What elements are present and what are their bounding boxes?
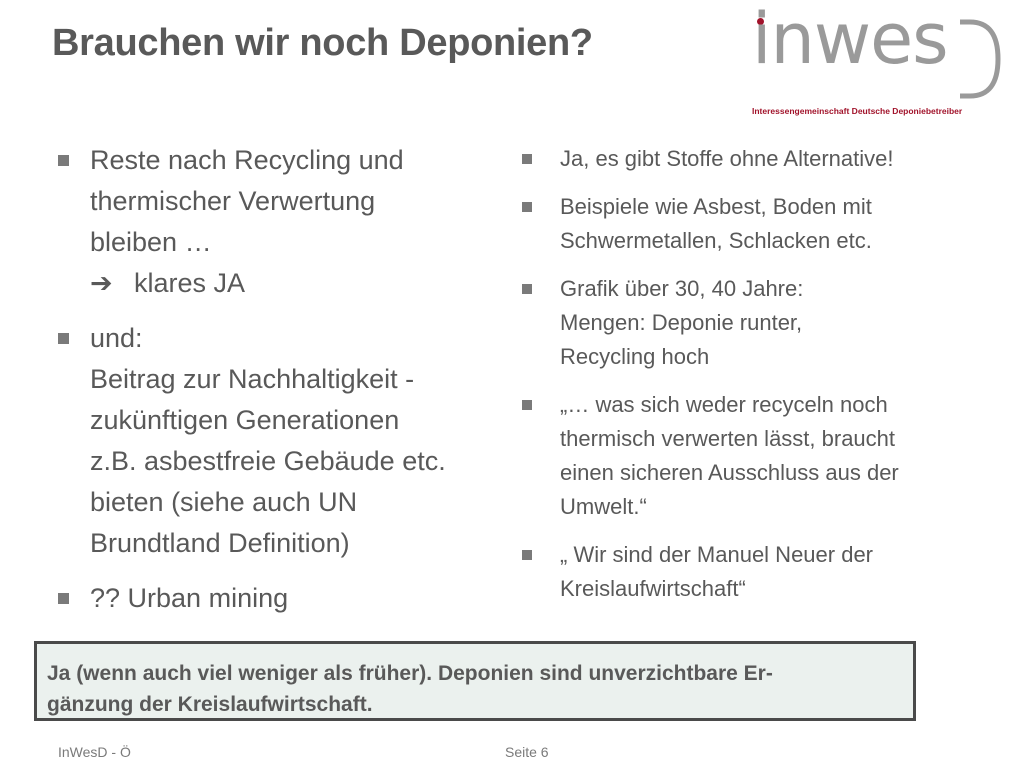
- square-bullet-icon: [522, 202, 532, 212]
- bullet-text-line: zukünftigen Generationen: [90, 405, 400, 435]
- bullet-text-line: einen sicheren Ausschluss aus der: [560, 460, 899, 485]
- bullet-item: [56, 140, 506, 304]
- bullet-text-line: thermischer Verwertung: [90, 186, 376, 216]
- bullet-text-line: Brundtland Definition): [90, 528, 350, 558]
- page-number: Seite 6: [505, 744, 549, 760]
- conclusion-callout: [34, 641, 916, 721]
- left-column: [56, 140, 506, 633]
- bullet-text-line: ?? Urban mining: [90, 583, 289, 613]
- inwesd-logo: [748, 0, 1008, 118]
- callout-line: Ja (wenn auch viel weniger als früher). Deponien sind unverzichtbare Er-: [47, 662, 773, 685]
- bullet-item: [522, 272, 992, 374]
- bullet-text-line: Grafik über 30, 40 Jahre:: [560, 276, 804, 301]
- bullet-text-line: thermisch verwerten lässt, braucht: [560, 426, 896, 451]
- square-bullet-icon: [522, 284, 532, 294]
- bullet-item: [522, 142, 992, 176]
- slide-title: Brauchen wir noch Deponien?: [52, 22, 593, 64]
- bullet-text-line: Ja, es gibt Stoffe ohne Alternative!: [560, 146, 894, 171]
- left-bullet-list: [56, 140, 506, 619]
- bullet-item: [522, 190, 992, 258]
- bullet-text-line: Kreislaufwirtschaft“: [560, 576, 746, 601]
- square-bullet-icon: [58, 593, 69, 604]
- bullet-text-line: Beitrag zur Nachhaltigkeit -: [90, 364, 415, 394]
- square-bullet-icon: [58, 155, 69, 166]
- bullet-text-line: z.B. asbestfreie Gebäude etc.: [90, 446, 446, 476]
- arrow-line: [90, 263, 506, 304]
- callout-line: gänzung der Kreislaufwirtschaft.: [47, 693, 373, 716]
- logo-d-letter: [956, 18, 1002, 100]
- bullet-text-line: Schwermetallen, Schlacken etc.: [560, 228, 872, 253]
- bullet-item: [56, 318, 506, 564]
- square-bullet-icon: [522, 400, 532, 410]
- logo-subtitle: Interessengemeinschaft Deutsche Deponiebetreiber: [752, 106, 963, 116]
- bullet-text-line: Mengen: Deponie runter,: [560, 310, 803, 335]
- bullet-text-line: Umwelt.“: [560, 494, 647, 519]
- right-bullet-list: [522, 142, 992, 606]
- arrow-right-icon: ➔: [90, 268, 113, 298]
- bullet-text-line: Recycling hoch: [560, 344, 710, 369]
- bullet-text-line: Beispiele wie Asbest, Boden mit: [560, 194, 872, 219]
- bullet-text-line: bieten (siehe auch UN: [90, 487, 358, 517]
- bullet-text-line: „ Wir sind der Manuel Neuer der: [560, 542, 874, 567]
- bullet-text-line: und:: [90, 323, 143, 353]
- arrow-text: klares JA: [134, 268, 246, 298]
- square-bullet-icon: [522, 154, 532, 164]
- bullet-text-line: bleiben …: [90, 227, 212, 257]
- bullet-item: [522, 388, 992, 524]
- bullet-item: [56, 578, 506, 619]
- footer-left: InWesD - Ö: [58, 744, 131, 760]
- right-column: [522, 142, 992, 620]
- bullet-text-line: Reste nach Recycling und: [90, 145, 404, 175]
- bullet-item: [522, 538, 992, 606]
- bullet-text-line: „… was sich weder recyceln noch: [560, 392, 888, 417]
- square-bullet-icon: [58, 333, 69, 344]
- square-bullet-icon: [522, 550, 532, 560]
- logo-wordmark: inwes: [752, 0, 948, 80]
